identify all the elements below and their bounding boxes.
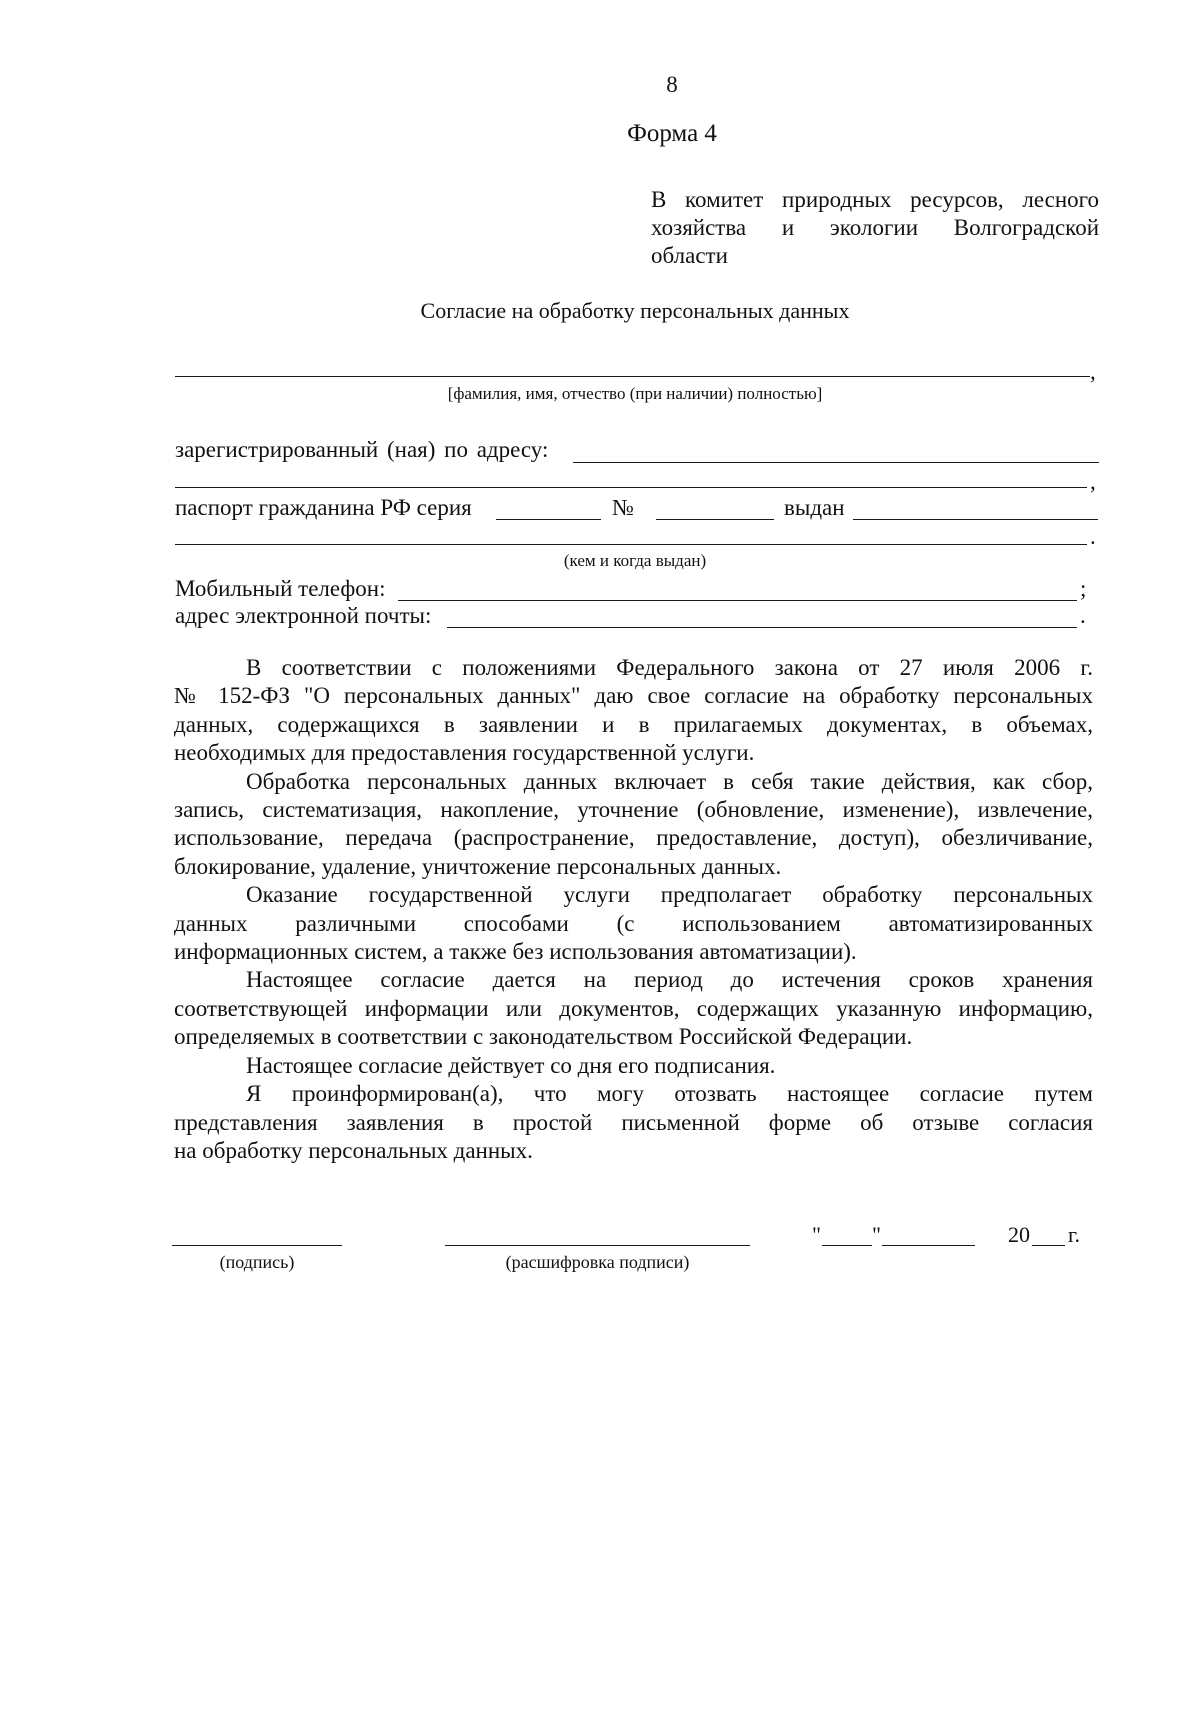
signature-field[interactable] [172, 1245, 342, 1246]
p2-line-1: Обработка персональных данных включает в себя такие действия, как сбор, [246, 768, 1093, 794]
paragraph-5 [174, 1052, 1093, 1080]
addressee-line-3: области [651, 243, 728, 268]
p6-line-1: Я проинформирован(а), что могу отозвать настоящее согласие путем [246, 1081, 1093, 1107]
registered-address-field-2[interactable] [175, 487, 1087, 488]
address-comma: , [1090, 469, 1096, 494]
p1-line-2: № 152-ФЗ "О персональных данных" даю свое согласие на обработку персональных [174, 683, 1093, 709]
form-title: Форма 4 [627, 120, 717, 147]
paragraph-2 [174, 768, 1093, 796]
issued-by-caption: (кем и когда выдан) [563, 551, 707, 570]
date-year-prefix: 20 [1008, 1222, 1030, 1247]
signature-decoding-caption: (расшифровка подписи) [505, 1252, 690, 1272]
email-field[interactable] [447, 627, 1077, 628]
document-title: Согласие на обработку персональных данных [420, 298, 850, 323]
p4-line-3: определяемых в соответствии с законодательством Российской Федерации. [174, 1024, 913, 1050]
issued-by-field[interactable] [175, 544, 1087, 545]
paragraph-4 [174, 966, 1093, 994]
registered-address-label: зарегистрированный (ная) по адресу: [175, 437, 549, 462]
passport-issued-label: выдан [784, 495, 845, 520]
date-quote-close: " [872, 1222, 881, 1247]
date-day-field[interactable] [822, 1245, 872, 1246]
p3-line-3: информационных систем, а также без использования автоматизации). [174, 939, 857, 965]
mobile-phone-label: Мобильный телефон: [175, 576, 386, 601]
date-year-field[interactable] [1032, 1245, 1065, 1246]
mobile-phone-field[interactable] [398, 600, 1077, 601]
date-month-field[interactable] [882, 1245, 975, 1246]
signature-caption: (подпись) [219, 1252, 295, 1272]
full-name-comma: , [1090, 359, 1096, 384]
passport-series-field[interactable] [496, 519, 601, 520]
p3-line-2: данных различными способами (с использованием автоматизированных [174, 910, 1093, 936]
paragraph-1 [174, 654, 1093, 682]
passport-number-label: № [612, 495, 634, 520]
passport-series-label: паспорт гражданина РФ серия [175, 495, 472, 520]
addressee-line-1: В комитет природных ресурсов, лесного [651, 187, 1099, 212]
passport-number-field[interactable] [656, 519, 774, 520]
passport-issued-field[interactable] [853, 519, 1098, 520]
issued-by-period: . [1090, 524, 1096, 549]
p6-line-2: представления заявления в простой письменной форме об отзыве согласия [174, 1109, 1093, 1135]
p1-line-4: необходимых для предоставления государственной услуги. [174, 740, 755, 766]
email-period: . [1080, 603, 1086, 628]
paragraph-6 [174, 1080, 1093, 1108]
signature-decoding-field[interactable] [445, 1245, 750, 1246]
date-year-suffix: г. [1068, 1222, 1081, 1247]
paragraph-3 [174, 881, 1093, 909]
consent-body [174, 654, 1093, 1165]
p4-line-1: Настоящее согласие дается на период до истечения сроков хранения [246, 967, 1093, 993]
p1-line-1: В соответствии с положениями Федерального закона от 27 июля 2006 г. [246, 655, 1093, 680]
addressee-block [651, 186, 1099, 270]
full-name-caption: [фамилия, имя, отчество (при наличии) полностью] [447, 384, 823, 403]
page-number: 8 [666, 72, 678, 97]
full-name-field[interactable] [175, 376, 1090, 377]
registered-address-field[interactable] [573, 462, 1099, 463]
p3-line-1: Оказание государственной услуги предполагает обработку персональных [246, 882, 1093, 908]
p2-line-2: запись, систематизация, накопление, уточнение (обновление, изменение), извлечение, [174, 797, 1093, 823]
p6-line-3: на обработку персональных данных. [174, 1137, 533, 1163]
email-label: адрес электронной почты: [175, 603, 432, 628]
p4-line-2: соответствующей информации или документов, содержащих указанную информацию, [174, 995, 1093, 1021]
date-quote-open: " [812, 1222, 821, 1247]
p2-line-4: блокирование, удаление, уничтожение персональных данных. [174, 853, 782, 879]
mobile-phone-semicolon: ; [1080, 576, 1087, 601]
p1-line-3: данных, содержащихся в заявлении и в прилагаемых документах, в объемах, [174, 711, 1093, 737]
addressee-line-2: хозяйства и экологии Волгоградской [651, 215, 1099, 240]
p5-line-1: Настоящее согласие действует со дня его подписания. [246, 1052, 776, 1078]
p2-line-3: использование, передача (распространение, предоставление, доступ), обезличивание, [174, 825, 1093, 851]
